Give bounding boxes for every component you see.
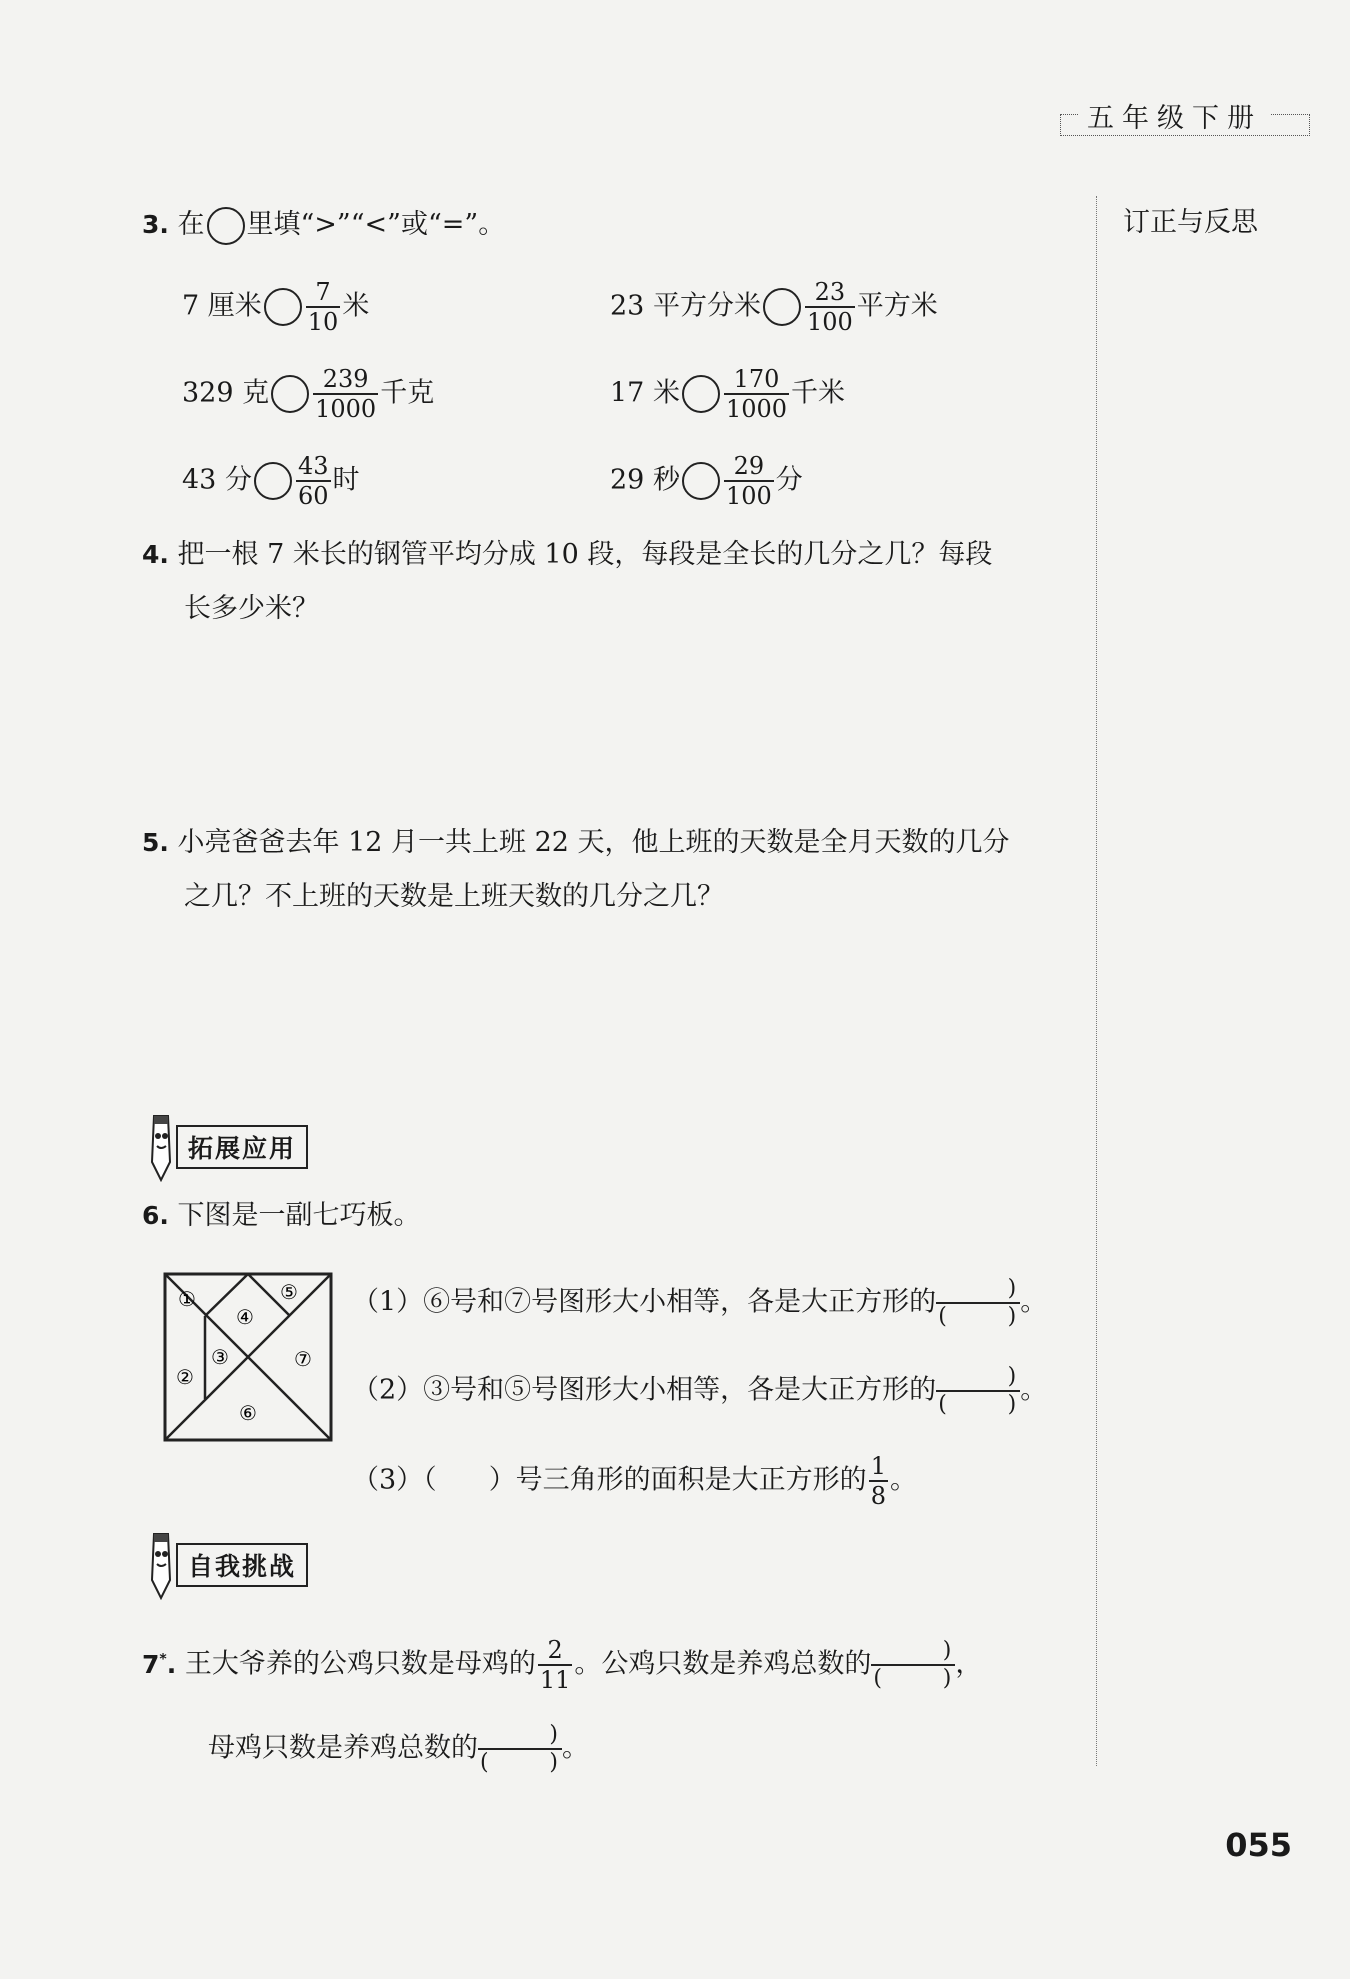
question-number: 3. [142,210,169,239]
blank-den [936,1304,1020,1330]
frac-num: 170 [724,365,789,395]
q7-text: 。公鸡只数是养鸡总数的 [574,1648,872,1680]
q3-item-5 [182,452,360,510]
frac-num: 23 [805,278,855,308]
question-number: 5. [142,828,169,857]
fraction [538,1636,573,1694]
compare-circle-icon[interactable] [682,462,720,500]
item-unit: 千米 [791,377,846,409]
question-number: 6. [142,1201,169,1230]
paren-close: ) [1007,1392,1017,1417]
compare-circle-icon [207,207,245,245]
item-unit: 米 [342,290,370,322]
q3-item-3 [182,365,434,423]
item-left: 329 克 [182,377,270,409]
compare-circle-icon[interactable] [254,462,292,500]
question-3 [142,205,505,245]
fraction [296,452,331,510]
q3-item-6 [610,452,803,510]
q6-sub-1 [352,1276,1047,1330]
fraction [313,365,378,423]
q5-line1: 小亮爸爸去年 12 月一共上班 22 天，他上班的天数是全月天数的几分 [177,827,1010,858]
compare-circle-icon[interactable] [271,375,309,413]
answer-fraction-blank[interactable] [936,1364,1020,1418]
sub-text: （2）③号和⑤号图形大小相等，各是大正方形的 [352,1374,937,1406]
tangram-label: ③ [211,1345,229,1369]
paren-close: ) [1007,1304,1017,1329]
item-unit: 平方米 [856,290,938,322]
tangram-label: ① [178,1287,196,1311]
q6-sub-3 [352,1452,917,1510]
q3-post: 里填“>”“<”或“=”。 [246,209,506,240]
blank-num: ) [936,1276,1020,1304]
q5-line2: 之几？不上班的天数是上班天数的几分之几？ [184,881,724,912]
q7-line-2 [208,1722,589,1776]
q7-text: 母鸡只数是养鸡总数的 [208,1732,478,1764]
pencil-mascot-icon [146,1530,176,1600]
frac-num: 7 [306,278,341,308]
frac-num: 239 [313,365,378,395]
period: 。 [1020,1374,1048,1406]
blank-den [478,1750,562,1776]
frac-num: 1 [870,1452,886,1480]
q3-item-4 [610,365,845,423]
tangram-label: ② [176,1365,194,1389]
blank-den [871,1666,955,1692]
paren-open: ( [873,1666,882,1691]
frac-den: 8 [870,1482,886,1510]
challenge-star: * [159,1651,167,1668]
question-number [142,1650,176,1679]
sub-text: ）号三角形的面积是大正方形的 [488,1464,867,1496]
frac-den: 1000 [315,395,377,423]
paren-close: ) [942,1666,952,1691]
frac-den: 11 [539,1666,571,1694]
question-5 [142,816,1072,924]
item-unit: 千克 [380,377,435,409]
blank-num: ) [478,1722,562,1750]
frac-num: 2 [538,1636,573,1666]
q6-sub-2 [352,1364,1047,1418]
q4-line2: 长多少米？ [184,593,319,624]
frac-den: 10 [307,308,339,336]
q3-item-1 [182,278,369,336]
page-number: 055 [1225,1826,1292,1864]
period: 。 [889,1464,917,1496]
paren-open: ( [480,1750,489,1775]
fraction [724,365,789,423]
margin-divider [1096,196,1097,1766]
tangram-label: ④ [236,1305,254,1329]
correction-reflection-title: 订正与反思 [1123,207,1258,238]
fraction [805,278,855,336]
frac-num: 43 [297,452,329,480]
frac-den: 100 [806,308,853,336]
pencil-mascot-icon [146,1112,176,1182]
period: 。 [1020,1286,1048,1318]
fraction [869,1452,888,1510]
question-4 [142,528,1072,636]
tangram-label: ⑦ [294,1347,312,1371]
q7-dot: . [166,1649,177,1679]
sub-text: （1）⑥号和⑦号图形大小相等，各是大正方形的 [352,1286,937,1318]
item-left: 7 厘米 [182,290,262,322]
section-self-challenge [146,1530,308,1600]
item-left: 17 米 [610,377,680,409]
grade-text: 五年级下册 [1079,96,1270,135]
compare-circle-icon[interactable] [264,288,302,326]
grade-label [1060,96,1310,136]
item-unit: 分 [775,464,803,496]
paren-open: ( [938,1304,947,1329]
q3-pre: 在 [177,209,205,240]
section-label: 拓展应用 [176,1125,308,1169]
answer-fraction-blank[interactable] [478,1722,562,1776]
compare-circle-icon[interactable] [682,375,720,413]
blank-den [936,1392,1020,1418]
item-unit: 时 [332,464,360,496]
frac-den: 100 [725,482,772,510]
compare-circle-icon[interactable] [763,288,801,326]
frac-num: 29 [724,452,774,482]
tangram-label: ⑥ [239,1401,257,1425]
q4-line1: 把一根 7 米长的钢管平均分成 10 段，每段是全长的几分之几？每段 [177,539,993,570]
tangram-line [248,1357,331,1440]
section-extend-application [146,1112,308,1182]
question-7 [142,1636,982,1694]
answer-fraction-blank[interactable] [936,1276,1020,1330]
item-left: 29 秒 [610,464,680,496]
paren-open: ( [938,1392,947,1417]
fraction [724,452,774,510]
q7-text: 王大爷养的公鸡只数是母鸡的 [184,1648,536,1680]
blank-num: ) [871,1638,955,1666]
blank-num: ) [936,1364,1020,1392]
q7-number: 7 [142,1649,160,1679]
paren-close: ) [549,1750,558,1775]
q6-text: 下图是一副七巧板。 [177,1200,421,1231]
tangram-figure [163,1272,333,1442]
period: 。 [562,1732,589,1764]
fraction [306,278,341,336]
comma: ， [955,1648,983,1680]
answer-fraction-blank[interactable] [871,1638,955,1692]
item-left: 23 平方分米 [610,290,761,322]
section-label: 自我挑战 [176,1543,308,1587]
tangram-label: ⑤ [280,1280,298,1304]
question-number: 4. [142,540,169,569]
q3-item-2 [610,278,938,336]
frac-den: 60 [297,482,329,510]
frac-den: 1000 [725,395,788,423]
question-6 [142,1196,421,1236]
sub-text: （3）（ [352,1464,437,1496]
item-left: 43 分 [182,464,252,496]
